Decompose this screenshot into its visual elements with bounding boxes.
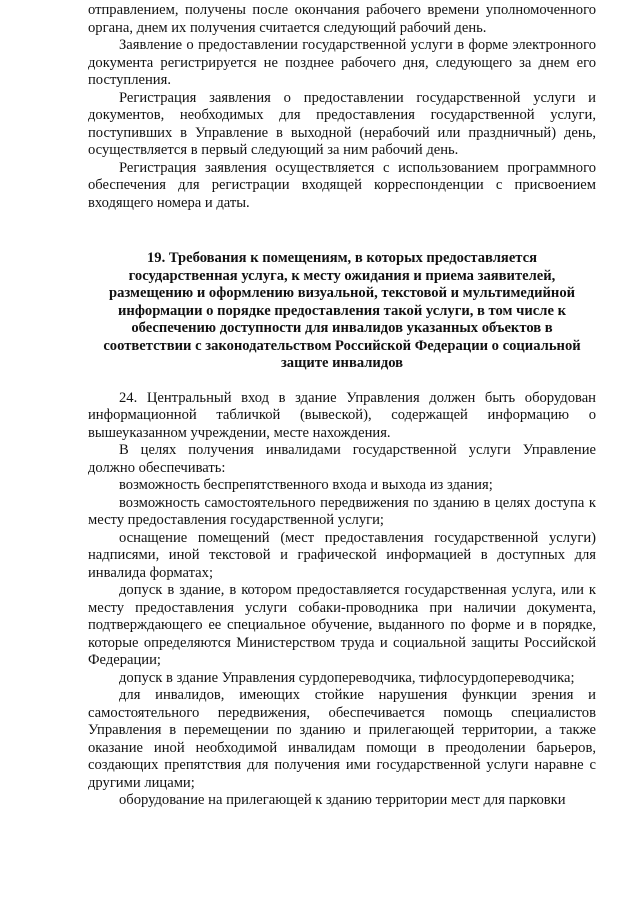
paragraph-accessible-signage: оснащение помещений (мест предоставления государственной услуги) надписями, иной текстовой и графической информацией в доступных для инвалида форматах; (88, 529, 596, 581)
section-heading: 19. Требования к помещениям, в которых предоставляется государственная услуга, к месту ожидания и приема заявителей, размещению и оформлению визуальной, текстовой и мультимедийной информации о порядке предоставления такой услуги, в том числе к обеспечению доступности для инвалидов указанных объектов в соответствии с законодательством Российской Федерации о социальной защите инвалидов (103, 250, 581, 371)
paragraph-parking: оборудование на прилегающей к зданию территории мест для парковки (119, 792, 566, 808)
paragraph-disabled-access-intro: В целях получения инвалидами государственной услуги Управление должно обеспечивать: (88, 442, 596, 476)
paragraph-free-entry: возможность беспрепятственного входа и выхода из здания; (119, 477, 493, 493)
paragraph-item-24: 24. Центральный вход в здание Управления должен быть оборудован информационной табличкой (вывеской), содержащей информацию о вышеуказанном учреждении, месте нахождения. (88, 389, 596, 441)
paragraph-electronic-registration: Заявление о предоставлении государственной услуги в форме электронного документа регистрируется не позднее рабочего дня, следующего за днем его поступления. (88, 37, 596, 88)
paragraph-continuation: отправлением, получены после окончания рабочего времени уполномоченного органа, днем их получения считается следующий рабочий день. (88, 2, 596, 36)
paragraph-software-registration: Регистрация заявления осуществляется с использованием программного обеспечения для регистрации входящей корреспонденции с присвоением входящего номера и даты. (88, 159, 596, 211)
paragraph-guide-dog: допуск в здание, в котором предоставляется государственная услуга, или к месту предоставления услуги собаки-проводника при наличии документа, подтверждающего ее специальное обучение, выданного по форме и в порядке, которые определяются Министерством труда и социальной защиты Российской Федерации; (88, 582, 596, 668)
paragraph-holiday-registration: Регистрация заявления о предоставлении государственной услуги и документов, необходимых для предоставления государственной услуги, поступивших в Управление в выходной (нерабочий или праздничный) день, осуществляется в первый следующий за ним рабочий день. (88, 89, 596, 158)
paragraph-sign-interpreter: допуск в здание Управления сурдопереводчика, тифлосурдопереводчика; (119, 669, 575, 686)
section-spacer (88, 212, 596, 250)
heading-spacer (88, 373, 596, 390)
paragraph-staff-assistance: для инвалидов, имеющих стойкие нарушения функции зрения и самостоятельного передвижения, обеспечивается помощь специалистов Управления в перемещении по зданию и прилегающей территории, а также оказание иной необходимой инвалидам помощи в преодолении барьеров, создающих препятствия для получения ими государственной услуги наравне с другими лицами; (88, 687, 596, 791)
paragraph-independent-movement: возможность самостоятельного передвижения по зданию в целях доступа к месту предоставления государственной услуги; (88, 494, 596, 528)
